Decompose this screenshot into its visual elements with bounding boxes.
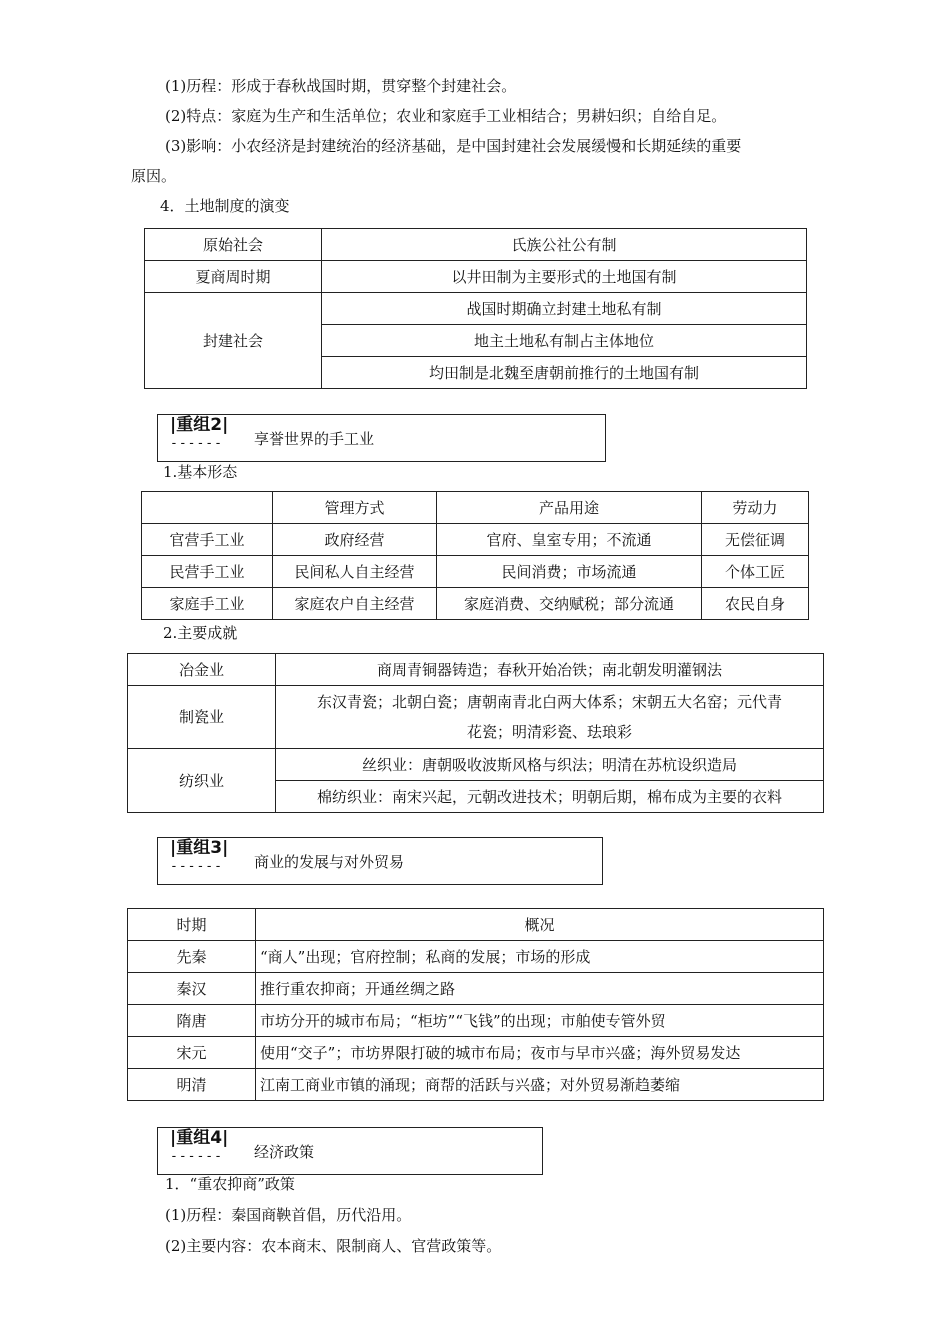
table-row <box>142 524 809 556</box>
intro-line-3: (3)影响：小农经济是封建统治的经济基础，是中国封建社会发展缓慢和长期延续的重要 <box>165 137 742 155</box>
table-row <box>128 941 824 973</box>
table-row <box>142 492 809 524</box>
table-cell: 民间消费；市场流通 <box>437 556 702 588</box>
cell-line: 花瓷；明清彩瓷、珐琅彩 <box>466 723 632 741</box>
section-header-group3 <box>157 837 603 885</box>
table-cell: 封建社会 <box>145 293 322 389</box>
table-cell: 无偿征调 <box>702 524 809 556</box>
table-cell: 政府经营 <box>273 524 437 556</box>
group-tag: |重组4| <box>170 1128 229 1148</box>
table-cell: 江南工商业市镇的涌现；商帮的活跃与兴盛；对外贸易渐趋萎缩 <box>256 1069 824 1101</box>
table-cell <box>276 686 824 749</box>
table-cell: 地主土地私有制占主体地位 <box>322 325 807 357</box>
group-title: 经济政策 <box>254 1143 315 1161</box>
table-cell: 制瓷业 <box>128 686 276 749</box>
table-cell: 农民自身 <box>702 588 809 620</box>
table-cell <box>142 492 273 524</box>
table-cell: 家庭手工业 <box>142 588 273 620</box>
table-cell: 原始社会 <box>145 229 322 261</box>
table-cell: 市坊分开的城市布局；“柜坊”“飞钱”的出现；市舶使专管外贸 <box>256 1005 824 1037</box>
table-row <box>128 686 824 749</box>
table-row <box>128 1069 824 1101</box>
table-row <box>128 654 824 686</box>
achievements-table <box>127 653 824 813</box>
table-cell: 个体工匠 <box>702 556 809 588</box>
table-cell: 民营手工业 <box>142 556 273 588</box>
table-cell: 氏族公社公有制 <box>322 229 807 261</box>
subheading-basic-forms: 1.基本形态 <box>163 463 238 481</box>
group-title: 享誉世界的手工业 <box>254 430 375 448</box>
table-cell: 商周青铜器铸造；春秋开始冶铁；南北朝发明灌钢法 <box>276 654 824 686</box>
table-cell: 官营手工业 <box>142 524 273 556</box>
table-cell: 以井田制为主要形式的土地国有制 <box>322 261 807 293</box>
table-cell: 冶金业 <box>128 654 276 686</box>
table-cell: 棉纺织业：南宋兴起，元朝改进技术；明朝后期，棉布成为主要的衣料 <box>276 781 824 813</box>
table-cell: 产品用途 <box>437 492 702 524</box>
table-row <box>128 909 824 941</box>
group-title: 商业的发展与对外贸易 <box>254 853 405 871</box>
group-tag: |重组2| <box>170 415 229 435</box>
table-row <box>142 588 809 620</box>
section-header-group4 <box>157 1127 543 1175</box>
dash-line: ------ <box>170 436 223 451</box>
group4-line-3: (2)主要内容：农本商末、限制商人、官营政策等。 <box>165 1237 502 1255</box>
table-cell: 丝织业：唐朝吸收波斯风格与织法；明清在苏杭设织造局 <box>276 749 824 781</box>
table-cell: 推行重农抑商；开通丝绸之路 <box>256 973 824 1005</box>
table-cell: 民间私人自主经营 <box>273 556 437 588</box>
table-cell: 明清 <box>128 1069 256 1101</box>
group-tag: |重组3| <box>170 838 229 858</box>
commerce-table <box>127 908 824 1101</box>
table-row <box>128 749 824 781</box>
table-cell: 时期 <box>128 909 256 941</box>
subheading-achievements: 2.主要成就 <box>163 624 238 642</box>
table-cell: 秦汉 <box>128 973 256 1005</box>
table-cell: 家庭农户自主经营 <box>273 588 437 620</box>
table-cell: “商人”出现；官府控制；私商的发展；市场的形成 <box>256 941 824 973</box>
table-row <box>128 973 824 1005</box>
intro-line-1: (1)历程：形成于春秋战国时期，贯穿整个封建社会。 <box>165 77 517 95</box>
intro-line-4: 原因。 <box>131 167 177 185</box>
table-cell: 使用“交子”；市坊界限打破的城市布局；夜市与早市兴盛；海外贸易发达 <box>256 1037 824 1069</box>
table-cell: 管理方式 <box>273 492 437 524</box>
table-cell: 概况 <box>256 909 824 941</box>
table-cell: 均田制是北魏至唐朝前推行的土地国有制 <box>322 357 807 389</box>
table-cell: 家庭消费、交纳赋税；部分流通 <box>437 588 702 620</box>
intro-line-2: (2)特点：家庭为生产和生活单位；农业和家庭手工业相结合；男耕妇织；自给自足。 <box>165 107 727 125</box>
table-cell: 先秦 <box>128 941 256 973</box>
dash-line: ------ <box>170 859 223 874</box>
table-row <box>142 556 809 588</box>
land-system-table <box>144 228 807 389</box>
cell-line: 东汉青瓷；北朝白瓷；唐朝南青北白两大体系；宋朝五大名窑；元代青 <box>316 693 782 711</box>
table-cell: 隋唐 <box>128 1005 256 1037</box>
table-cell: 官府、皇室专用；不流通 <box>437 524 702 556</box>
table-cell: 战国时期确立封建土地私有制 <box>322 293 807 325</box>
table-row <box>145 229 807 261</box>
group4-line-2: (1)历程：秦国商鞅首倡，历代沿用。 <box>165 1206 412 1224</box>
table-cell: 宋元 <box>128 1037 256 1069</box>
section-header-group2 <box>157 414 606 462</box>
table-cell: 劳动力 <box>702 492 809 524</box>
table-cell: 纺织业 <box>128 749 276 813</box>
dash-line: ------ <box>170 1149 223 1164</box>
table-row <box>128 1037 824 1069</box>
table-row <box>128 1005 824 1037</box>
group4-line-1: 1．“重农抑商”政策 <box>165 1175 295 1193</box>
table-cell: 夏商周时期 <box>145 261 322 293</box>
table-row <box>145 261 807 293</box>
table-row <box>145 293 807 325</box>
section-heading-land: 4．土地制度的演变 <box>160 197 290 215</box>
handicraft-forms-table <box>141 491 809 620</box>
